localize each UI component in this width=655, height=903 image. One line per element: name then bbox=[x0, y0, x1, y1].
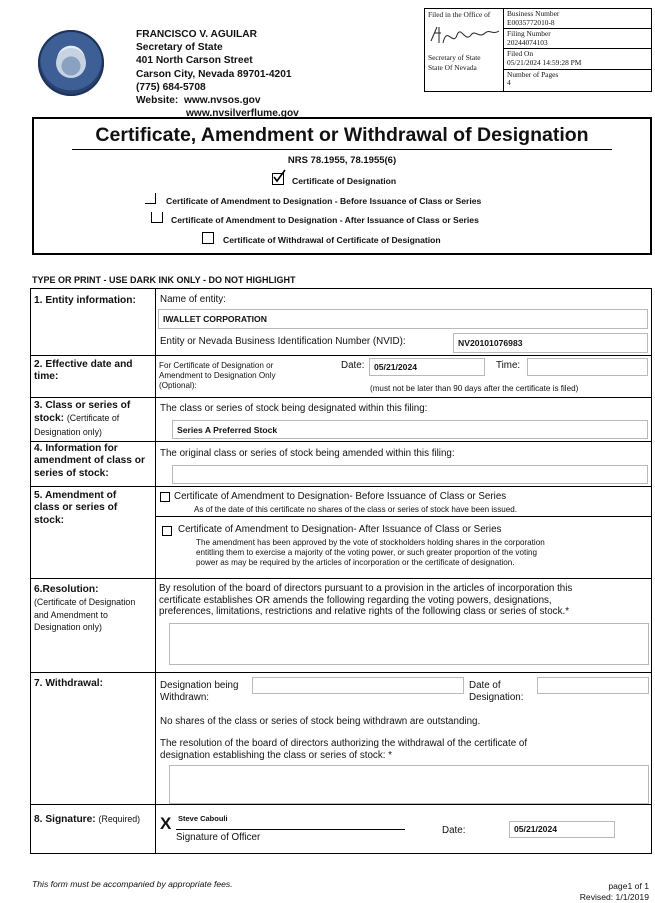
class-series-row bbox=[31, 397, 651, 442]
signature-date-field[interactable] bbox=[509, 821, 615, 838]
effective-time-field[interactable] bbox=[527, 358, 648, 376]
designation-withdrawn-label: Designation being Withdrawn: bbox=[160, 680, 239, 703]
resolution-field[interactable] bbox=[169, 623, 649, 665]
signature-label: 8. Signature: (Required) bbox=[34, 814, 141, 825]
page-number: page1 of 1 bbox=[608, 881, 649, 891]
website-label: Website: bbox=[136, 95, 179, 107]
resolution-row bbox=[31, 578, 651, 673]
entity-name-value: IWALLET CORPORATION bbox=[163, 314, 267, 324]
form-title-box bbox=[32, 117, 652, 255]
effective-date-label: 2. Effective date and time: bbox=[34, 359, 133, 383]
amendment-before-issuance-checkbox[interactable] bbox=[160, 492, 170, 502]
no-shares-text: No shares of the class or series of stock being withdrawn are outstanding. bbox=[160, 716, 481, 727]
class-series-prompt: The class or series of stock being designated within this filing: bbox=[160, 403, 428, 414]
sos-label: Secretary of State bbox=[428, 53, 481, 62]
option-certificate-designation: Certificate of Designation bbox=[292, 176, 397, 186]
class-series-field[interactable] bbox=[172, 420, 648, 439]
amendment-before-checkbox[interactable] bbox=[145, 193, 156, 204]
filed-on-cell: Filed On 05/21/2024 14:59:28 PM bbox=[504, 49, 651, 69]
withdrawal-checkbox[interactable] bbox=[202, 232, 214, 244]
website-link-2[interactable]: www.nvsilverflume.gov bbox=[186, 108, 299, 120]
page-count: 4 bbox=[507, 78, 511, 88]
business-number: E0035772010-8 bbox=[507, 17, 555, 27]
resolution-label: 6.Resolution: (Certificate of Designation and Amendment to Designation only) bbox=[34, 584, 136, 633]
amendment-info-prompt: The original class or series of stock being amended within this filing: bbox=[160, 448, 455, 459]
ink-instruction: TYPE OR PRINT - USE DARK INK ONLY - DO NOT HIGHLIGHT bbox=[32, 275, 296, 285]
amendment-after-checkbox[interactable] bbox=[151, 212, 163, 223]
filing-number: 20244074103 bbox=[507, 37, 548, 47]
effective-date-row bbox=[31, 355, 651, 398]
withdrawal-row bbox=[31, 672, 651, 805]
filed-in-label: Filed in the Office of bbox=[428, 10, 491, 19]
amendment-label: 5. Amendment of class or series of stock: bbox=[34, 490, 118, 526]
nevada-state-seal bbox=[38, 30, 104, 96]
website-link-1[interactable]: www.nvsos.gov bbox=[183, 95, 261, 107]
resolution-text: By resolution of the board of directors pursuant to a provision in the articles of incorporation this certificate establishes OR amends the following regarding the voting powers, designations, preferences, limitations, restrictions and relative rights of the following class or series of stock.* bbox=[159, 583, 573, 618]
date-of-designation-label: Date of Designation: bbox=[469, 680, 524, 703]
nvid-label: Entity or Nevada Business Identification Number (NVID): bbox=[160, 336, 406, 347]
nvid-value: NV20101076983 bbox=[458, 338, 523, 348]
withdrawal-label: 7. Withdrawal: bbox=[34, 678, 103, 689]
signature-scribble bbox=[427, 21, 503, 49]
phone: (775) 684-5708 bbox=[136, 81, 206, 93]
amendment-after-issuance-checkbox[interactable] bbox=[162, 526, 172, 536]
signature-row bbox=[31, 804, 651, 853]
effective-limit-note: (must not be later than 90 days after the certificate is filed) bbox=[370, 384, 579, 393]
checkmark-icon bbox=[272, 169, 286, 183]
fees-note: This form must be accompanied by appropriate fees. bbox=[32, 879, 233, 889]
official-name: FRANCISCO V. AGUILAR bbox=[136, 29, 257, 40]
amendment-after-label: Certificate of Amendment to Designation- After Issuance of Class or Series bbox=[178, 524, 502, 535]
effective-date-label-text: Date: bbox=[341, 360, 365, 371]
sos-header bbox=[136, 28, 299, 120]
option-amendment-after: Certificate of Amendment to Designation - After Issuance of Class or Series bbox=[171, 215, 479, 225]
entity-name-field[interactable] bbox=[158, 309, 648, 329]
signature-of-officer-label: Signature of Officer bbox=[176, 832, 261, 843]
amendment-after-note: The amendment has been approved by the vote of stockholders holding shares in the corporation entitling them to exercise a majority of the voting power, or such greater proportion of the voting power as may be required by the articles of incorporation or the certificate of designation. bbox=[196, 538, 545, 567]
date-of-designation-field[interactable] bbox=[537, 677, 649, 694]
filing-office bbox=[425, 9, 504, 91]
nrs-reference: NRS 78.1955, 78.1955(6) bbox=[287, 155, 397, 166]
amendment-before-label: Certificate of Amendment to Designation- Before Issuance of Class or Series bbox=[174, 491, 507, 502]
effective-date-value: 05/21/2024 bbox=[374, 362, 418, 372]
certificate-designation-checkbox[interactable] bbox=[272, 173, 284, 185]
signature-date-value: 05/21/2024 bbox=[514, 824, 558, 834]
signature-line[interactable] bbox=[176, 829, 405, 830]
entity-name-label: Name of entity: bbox=[160, 294, 226, 305]
filed-on: 05/21/2024 14:59:28 PM bbox=[507, 57, 582, 67]
class-series-label: 3. Class or series of stock: (Certificate of Designation only) bbox=[34, 400, 131, 437]
form-title: Certificate, Amendment or Withdrawal of Designation bbox=[95, 124, 589, 146]
effective-note: For Certificate of Designation or Amendment to Designation Only (Optional): bbox=[159, 361, 276, 390]
signature-x-mark: X bbox=[160, 814, 172, 833]
business-number-cell: Business Number E0035772010-8 bbox=[504, 9, 651, 29]
address-line-2: Carson City, Nevada 89701-4201 bbox=[136, 68, 292, 80]
effective-time-label: Time: bbox=[496, 360, 521, 371]
withdrawal-resolution-text: The resolution of the board of directors authorizing the withdrawal of the certificate of designation establishing the class or series of stock: * bbox=[160, 738, 528, 761]
amendment-before-note: As of the date of this certificate no shares of the class or series of stock have been issued. bbox=[194, 505, 518, 514]
amendment-info-row bbox=[31, 441, 651, 487]
designation-form bbox=[30, 288, 652, 854]
effective-date-field[interactable] bbox=[369, 358, 485, 376]
entity-information-label: 1. Entity information: bbox=[34, 295, 136, 306]
official-role: Secretary of State bbox=[136, 42, 223, 54]
signature-date-label: Date: bbox=[442, 825, 466, 836]
option-amendment-before: Certificate of Amendment to Designation - Before Issuance of Class or Series bbox=[166, 196, 482, 206]
page-info bbox=[580, 881, 649, 903]
entity-information-row bbox=[31, 289, 651, 356]
revised-date: Revised: 1/1/2019 bbox=[579, 892, 649, 902]
amendment-info-label: 4. Information for amendment of class or series of stock: bbox=[34, 443, 145, 479]
original-class-field[interactable] bbox=[172, 465, 648, 484]
filing-number-cell: Filing Number 20244074103 bbox=[504, 29, 651, 49]
designation-withdrawn-field[interactable] bbox=[252, 677, 464, 694]
pages-cell: Number of Pages 4 bbox=[504, 70, 651, 89]
filing-stamp-box bbox=[424, 8, 652, 92]
nvid-field[interactable] bbox=[453, 333, 648, 353]
signer-name: Steve Cabouli bbox=[178, 814, 228, 823]
withdrawal-resolution-field[interactable] bbox=[169, 765, 649, 804]
option-withdrawal: Certificate of Withdrawal of Certificate of Designation bbox=[223, 235, 441, 245]
class-series-value: Series A Preferred Stock bbox=[177, 425, 278, 435]
address-line-1: 401 North Carson Street bbox=[136, 55, 253, 67]
amendment-row bbox=[31, 486, 651, 579]
filing-details bbox=[504, 9, 651, 91]
state-label: State Of Nevada bbox=[428, 63, 477, 72]
